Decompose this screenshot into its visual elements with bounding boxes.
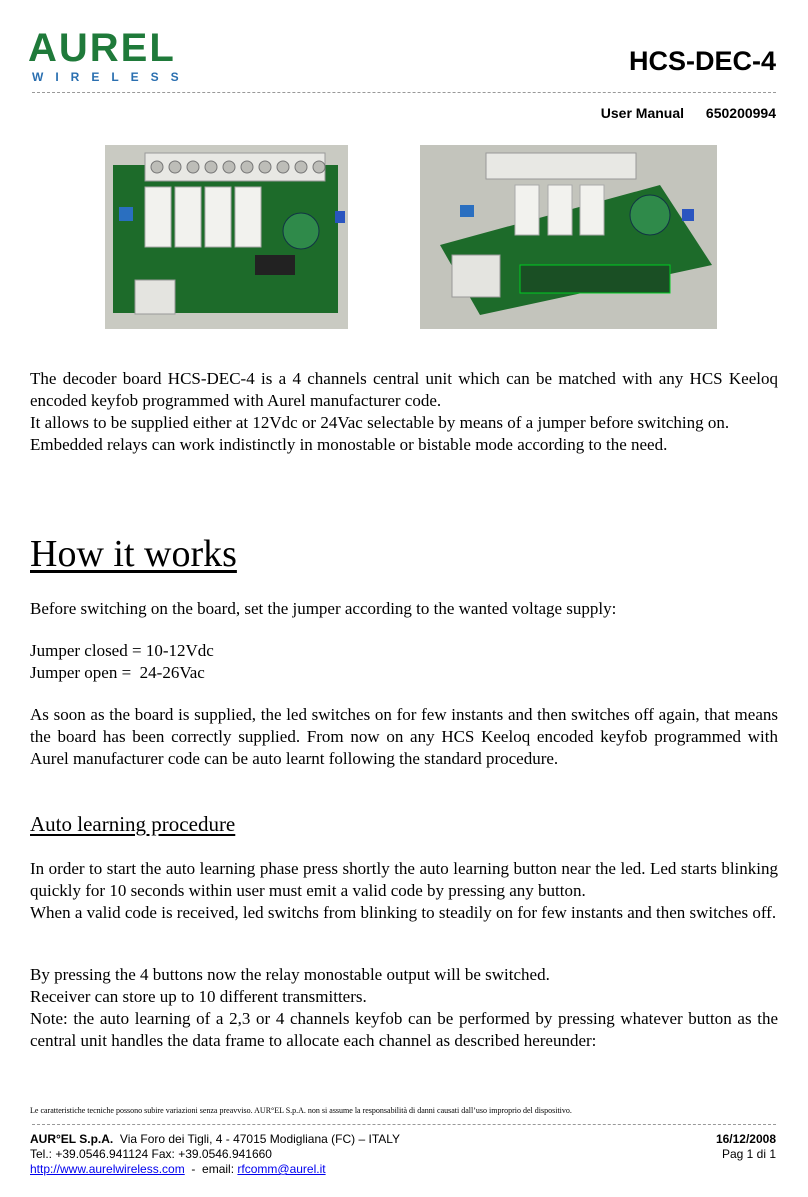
email-link[interactable]: rfcomm@aurel.it [237, 1162, 326, 1176]
footer-address-line [30, 1132, 400, 1147]
document-title: HCS-DEC-4 [628, 46, 776, 76]
auto-learning-heading: Auto learning procedure [30, 812, 236, 836]
website-link[interactable]: http://www.aurelwireless.com [30, 1162, 185, 1176]
auto-learning-section-1 [30, 858, 778, 924]
footer-contact [30, 1132, 400, 1177]
manual-reference [601, 105, 776, 121]
auto-learning-paragraph-1: In order to start the auto learning phase press shortly the auto learning button near the led. Led starts blinking quickly for 10 seconds within user must emit a valid code by pressing any button. [30, 859, 778, 900]
jumper-closed-line: Jumper closed = 10-12Vdc [30, 641, 214, 660]
page-number: Pag 1 di 1 [721, 1147, 776, 1161]
auto-learning-paragraph-3: By pressing the 4 buttons now the relay monostable output will be switched. [30, 965, 550, 984]
footer-meta [716, 1132, 776, 1162]
intro-paragraph-1: The decoder board HCS-DEC-4 is a 4 channels central unit which can be matched with any HCS Keeloq encoded keyfob programmed with Aurel manufacturer code. [30, 369, 778, 410]
aurel-logo [28, 28, 218, 88]
header-divider [32, 92, 776, 93]
board-photo-top-view [105, 145, 348, 329]
how-it-works-heading: How it works [30, 533, 237, 575]
footer-web-line [30, 1162, 400, 1177]
how-it-works-intro: Before switching on the board, set the jumper according to the wanted voltage supply: [30, 599, 617, 618]
footer-phone-line: Tel.: +39.0546.941124 Fax: +39.0546.941660 [30, 1147, 272, 1161]
logo-word: AUREL [28, 26, 176, 70]
auto-learning-paragraph-5: Note: the auto learning of a 2,3 or 4 channels keyfob can be performed by pressing whatever button as the central unit handles the data frame to allocate each channel as described hereunder: [30, 1009, 778, 1050]
company-address: Via Foro dei Tigli, 4 - 47015 Modigliana (FC) – ITALY [113, 1132, 401, 1146]
logo-subtitle: WIRELESS [32, 70, 191, 84]
footer-disclaimer: Le caratteristiche tecniche possono subire variazioni senza preavviso. AUR°EL S.p.A. non si assume la responsabilità di danni causati dall’uso improprio del dispositivo. [30, 1106, 572, 1115]
board-photo-perspective-view [420, 145, 717, 329]
auto-learning-paragraph-2: When a valid code is received, led switchs from blinking to steadily on for few instants and then switches off. [30, 903, 777, 922]
intro-paragraph-2: It allows to be supplied either at 12Vdc or 24Vac selectable by means of a jumper before switching on. [30, 413, 730, 432]
company-name: AUR°EL S.p.A. [30, 1132, 114, 1146]
jumper-settings [30, 640, 778, 684]
document-date: 16/12/2008 [715, 1132, 776, 1146]
footer-divider [32, 1124, 776, 1125]
intro-section [30, 368, 778, 456]
intro-paragraph-3: Embedded relays can work indistinctly in monostable or bistable mode according to the need. [30, 435, 668, 454]
how-it-works-supply-paragraph: As soon as the board is supplied, the led switches on for few instants and then switches off again, that means the board has been correctly supplied. From now on any HCS Keeloq encoded keyfob programmed with Aurel manufacturer code can be auto learnt following the standard procedure. [30, 705, 778, 768]
auto-learning-paragraph-4: Receiver can store up to 10 different transmitters. [30, 987, 367, 1006]
auto-learning-section-2 [30, 964, 778, 1052]
manual-label: User Manual [600, 105, 685, 121]
manual-code: 650200994 [705, 105, 776, 121]
jumper-open-line: Jumper open = 24-26Vac [30, 663, 205, 682]
email-label: - email: [184, 1162, 238, 1176]
